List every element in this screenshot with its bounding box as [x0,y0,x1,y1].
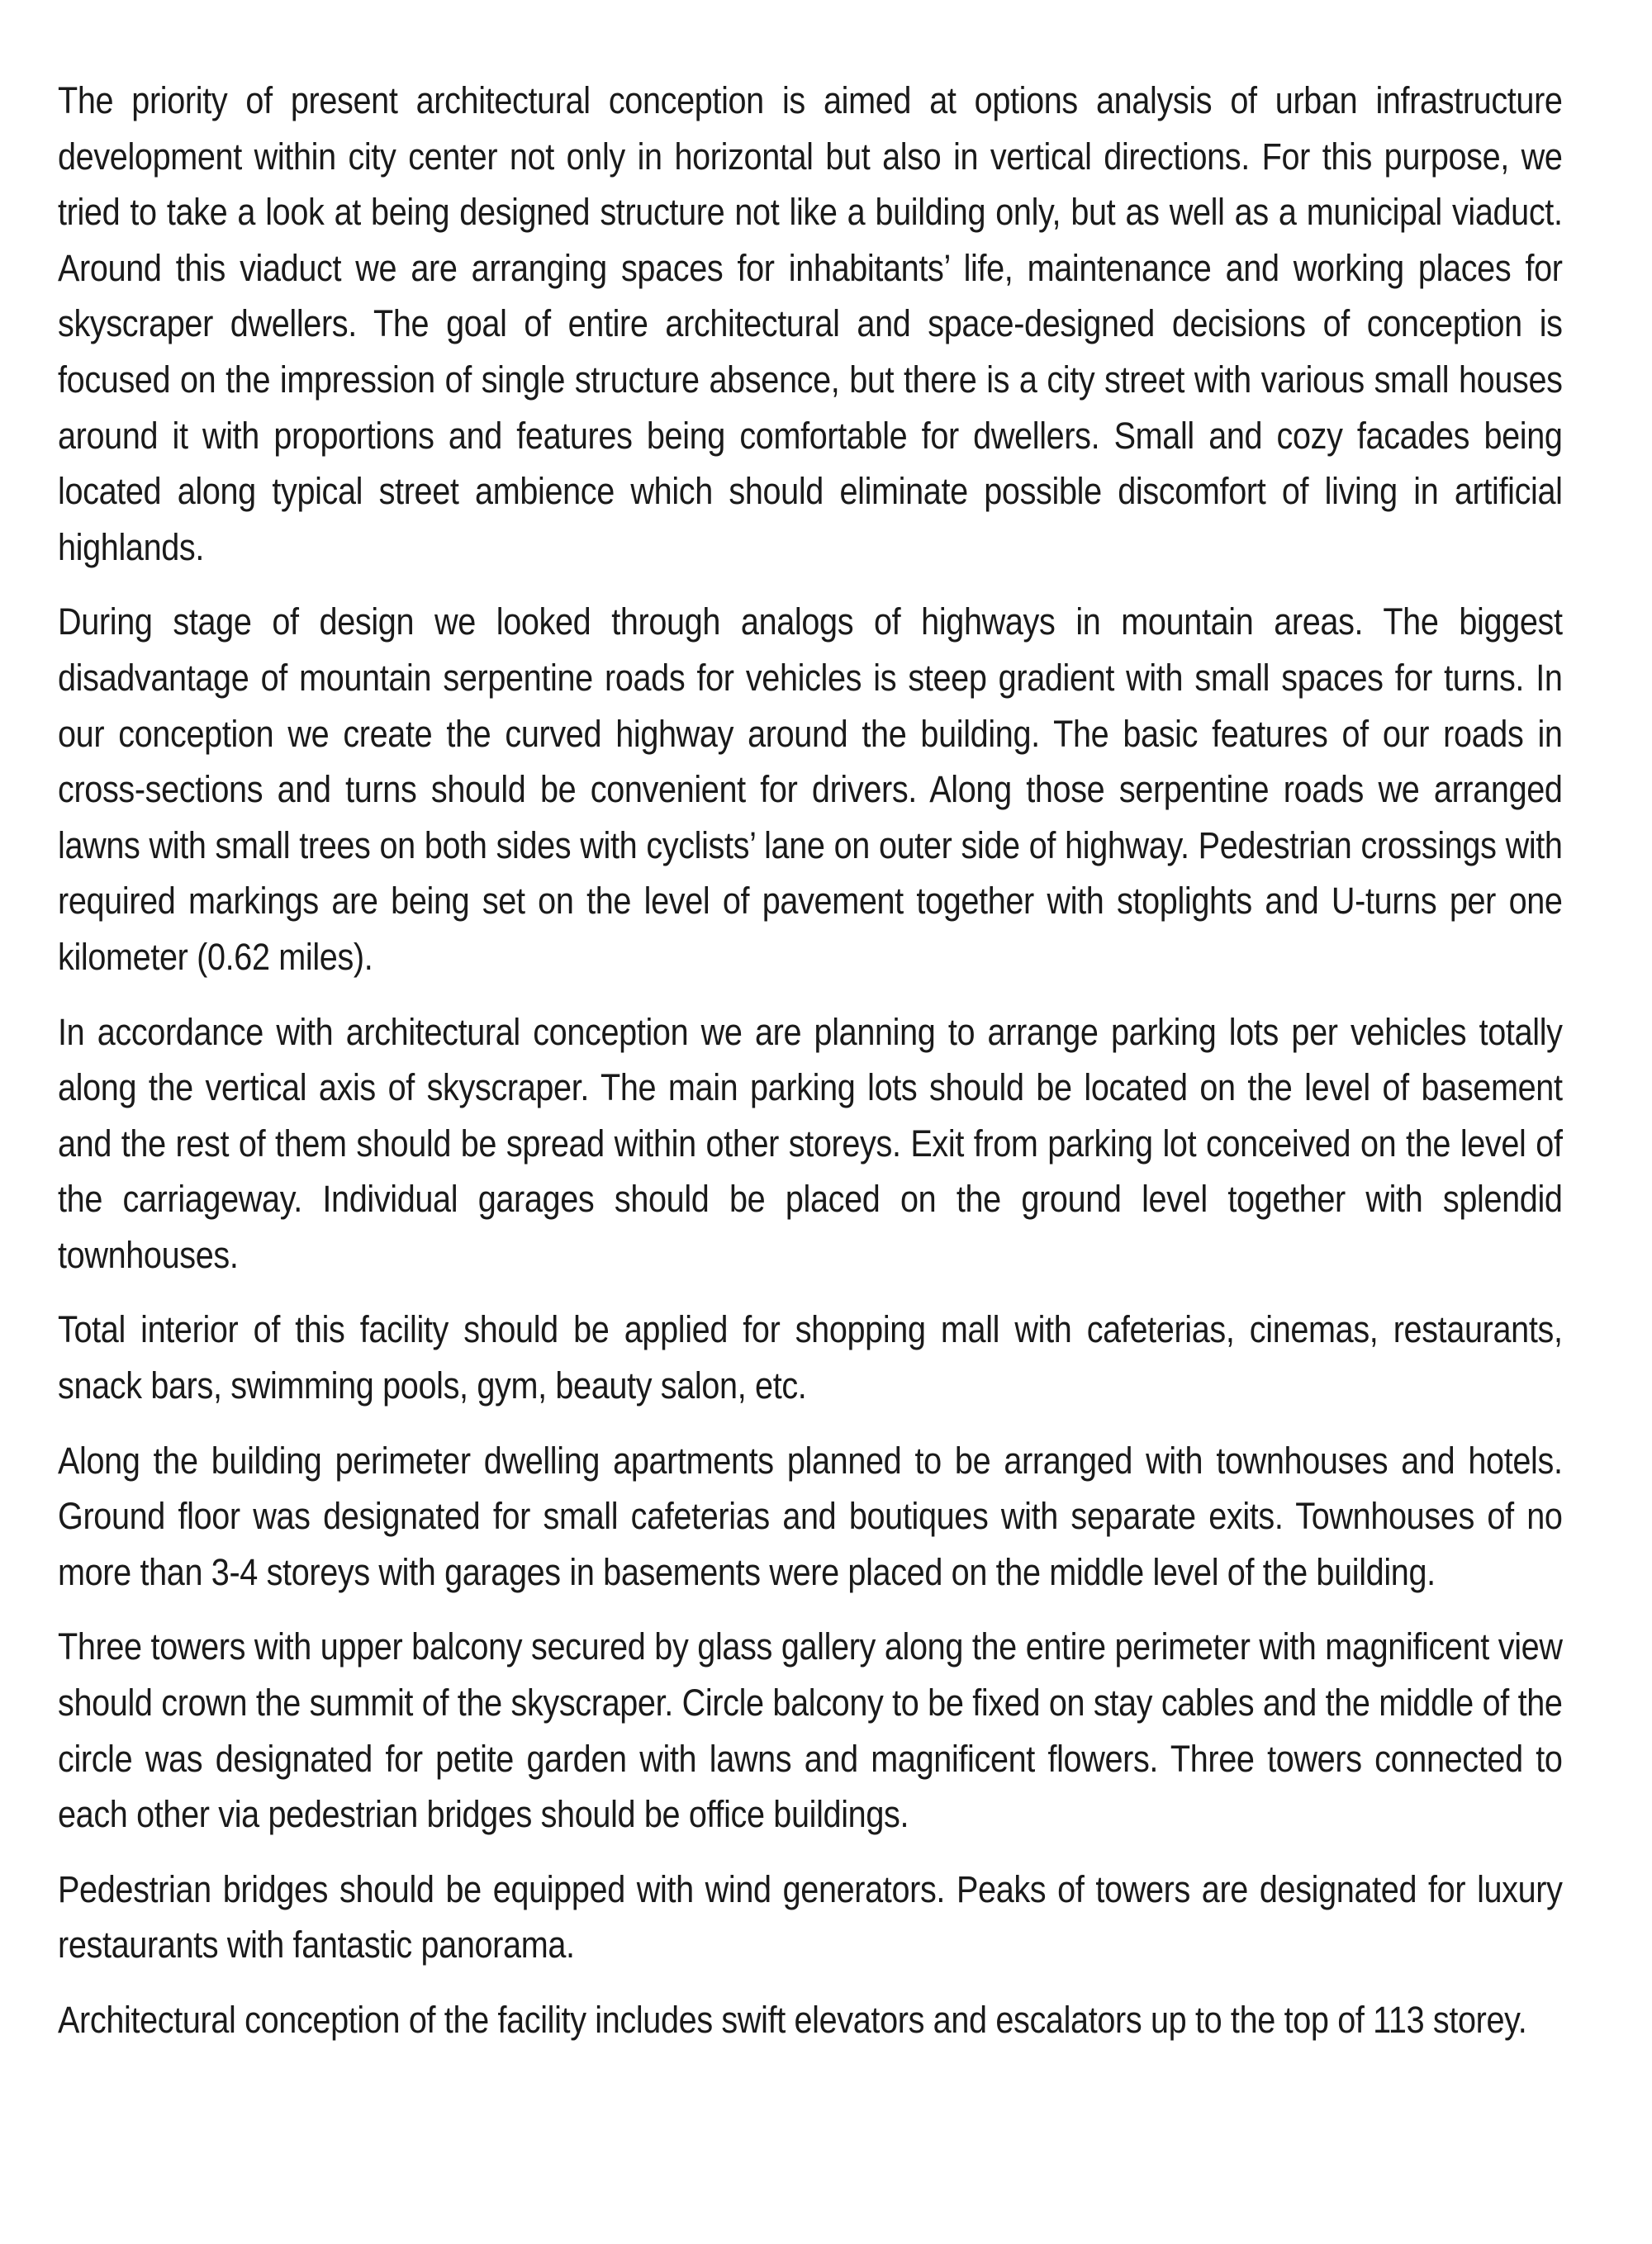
paragraph-pedestrian-bridges: Pedestrian bridges should be equipped with wind generators. Peaks of towers are designated for luxury restaurants with fantastic panorama. [58,1867,1563,1966]
paragraph-urban-infrastructure: The priority of present architectural conception is aimed at options analysis of urban infrastructure development within city center not only in horizontal but also in vertical directions. For this purpose, we tried to take a look at being designed structure not like a building only, but as well as a municipal viaduct. Around this viaduct we are arranging spaces for inhabitants’ life, maintenance and working places for skyscraper dwellers. The goal of entire architectural and space-designed decisions of conception is focused on the impression of single structure absence, but there is a city street with various small houses around it with proportions and features being comfortable for dwellers. Small and cozy facades being located along typical street ambience which should eliminate possible discomfort of living in artificial highlands. [58,79,1563,568]
paragraph-serpentine-highways: During stage of design we looked through analogs of highways in mountain areas. The biggest disadvantage of mountain serpentine roads for vehicles is steep gradient with small spaces for turns. In our conception we create the curved highway around the building. The basic features of our roads in cross-sections and turns should be convenient for drivers. Along those serpentine roads we arranged lawns with small trees on both sides with cyclists’ lane on outer side of highway. Pedestrian crossings with required markings are being set on the level of pavement together with stoplights and U-turns per one kilometer (0.62 miles). [58,600,1563,978]
paragraph-parking-lots: In accordance with architectural conception we are planning to arrange parking lots per vehicles totally along the vertical axis of skyscraper. The main parking lots should be located on the level of basement and the rest of them should be spread within other storeys. Exit from parking lot conceived on the level of the carriageway. Individual garages should be placed on the ground level together with splendid townhouses. [58,1010,1563,1276]
paragraph-elevators: Architectural conception of the facility includes swift elevators and escalators up to the top of 113 storey. [58,1999,1527,2041]
document-page [58,73,1563,2067]
paragraph-shopping-mall: Total interior of this facility should be applied for shopping mall with cafeterias, cinemas, restaurants, snack bars, swimming pools, gym, beauty salon, etc. [58,1308,1563,1407]
paragraph-three-towers: Three towers with upper balcony secured by glass gallery along the entire perimeter with magnificent view should crown the summit of the skyscraper. Circle balcony to be fixed on stay cables and the middle of the circle was designated for petite garden with lawns and magnificent flowers. Three towers connected to each other via pedestrian bridges should be office buildings. [58,1625,1563,1836]
paragraph-dwelling-apartments: Along the building perimeter dwelling apartments planned to be arranged with townhouses and hotels. Ground floor was designated for small cafeterias and boutiques with separate exits. Townhouses of no more than 3-4 storeys with garages in basements were placed on the middle level of the building. [58,1439,1563,1593]
